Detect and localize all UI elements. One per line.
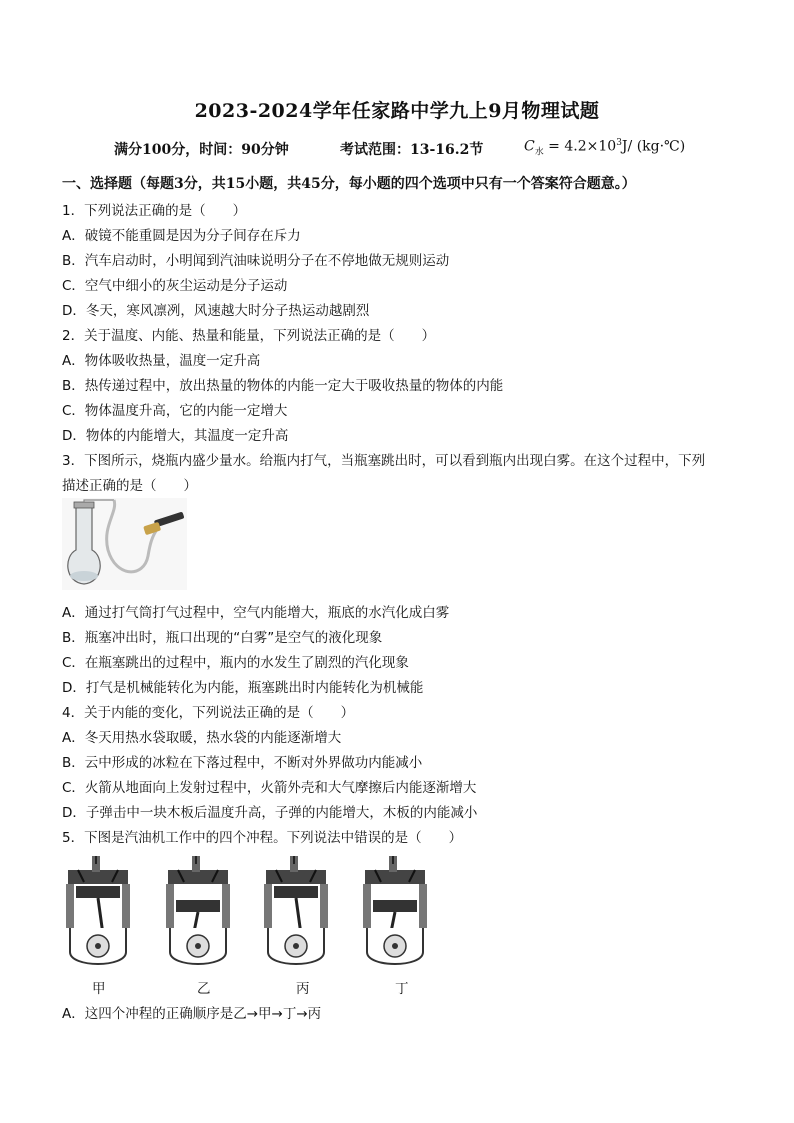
specific-heat-constant [524, 138, 685, 157]
question-line: 5．下图是汽油机工作中的四个冲程。下列说法中错误的是（ ） [62, 830, 463, 846]
question-line: 2．关于温度、内能、热量和能量，下列说法正确的是（ ） [62, 328, 436, 344]
score-time-info: 满分100分，时间：90分钟 [114, 142, 289, 158]
constant-exponent: 3 [616, 138, 622, 148]
constant-subscript: 水 [534, 147, 544, 158]
question-line: A．物体吸收热量，温度一定升高 [62, 353, 261, 369]
question-line: 描述正确的是（ ） [62, 478, 197, 494]
engine-label-yi: 乙 [197, 981, 211, 997]
question-line: B．汽车启动时，小明闻到汽油味说明分子在不停地做无规则运动 [62, 253, 450, 269]
constant-equation: = 4.2×10 [543, 138, 617, 155]
question-line: C．在瓶塞跳出的过程中，瓶内的水发生了剧烈的汽化现象 [62, 655, 409, 671]
section-heading: 一、选择题（每题3分，共15小题，共45分，每小题的四个选项中只有一个答案符合题意。） [62, 176, 636, 192]
engine-diagram [363, 856, 427, 964]
question-line: C．空气中细小的灰尘运动是分子运动 [62, 278, 288, 294]
constant-unit: J/ (kg·℃) [621, 138, 686, 155]
engine-label-ding: 丁 [395, 981, 409, 997]
question-line: A．这四个冲程的正确顺序是乙→甲→丁→丙 [62, 1006, 322, 1022]
engine-diagram [166, 856, 230, 964]
question-line: C．火箭从地面向上发射过程中，火箭外壳和大气摩擦后内能逐渐增大 [62, 780, 477, 796]
engine-strokes-figure [62, 856, 452, 972]
question-line: C．物体温度升高，它的内能一定增大 [62, 403, 288, 419]
page-title: 2023-2024学年任家路中学九上9月物理试题 [194, 100, 600, 122]
exam-range-info: 考试范围：13-16.2节 [340, 142, 484, 158]
engine-diagram [264, 856, 328, 964]
question-line: 3．下图所示，烧瓶内盛少量水。给瓶内打气，当瓶塞跳出时，可以看到瓶内出现白雾。在这个过程中，下列 [62, 453, 706, 469]
question-line: D．子弹击中一块木板后温度升高，子弹的内能增大，木板的内能减小 [62, 805, 478, 821]
engine-label-jia: 甲 [92, 981, 106, 997]
question-line: D．打气是机械能转化为内能，瓶塞跳出时内能转化为机械能 [62, 680, 424, 696]
question-line: B．瓶塞冲出时，瓶口出现的“白雾”是空气的液化现象 [62, 630, 383, 646]
flask-pump-figure [62, 498, 187, 590]
question-line: B．热传递过程中，放出热量的物体的内能一定大于吸收热量的物体的内能 [62, 378, 504, 394]
question-line: A．破镜不能重圆是因为分子间存在斥力 [62, 228, 301, 244]
question-line: D．冬天，寒风凛冽，风速越大时分子热运动越剧烈 [62, 303, 370, 319]
question-line: 4．关于内能的变化，下列说法正确的是（ ） [62, 705, 355, 721]
question-line: A．通过打气筒打气过程中，空气内能增大，瓶底的水汽化成白雾 [62, 605, 450, 621]
engine-diagram [66, 856, 130, 964]
question-line: 1．下列说法正确的是（ ） [62, 203, 247, 219]
question-line: A．冬天用热水袋取暖，热水袋的内能逐渐增大 [62, 730, 342, 746]
constant-symbol: C [524, 138, 535, 155]
question-line: B．云中形成的冰粒在下落过程中，不断对外界做功内能减小 [62, 755, 423, 771]
question-line: D．物体的内能增大，其温度一定升高 [62, 428, 289, 444]
engine-label-bing: 丙 [296, 981, 310, 997]
